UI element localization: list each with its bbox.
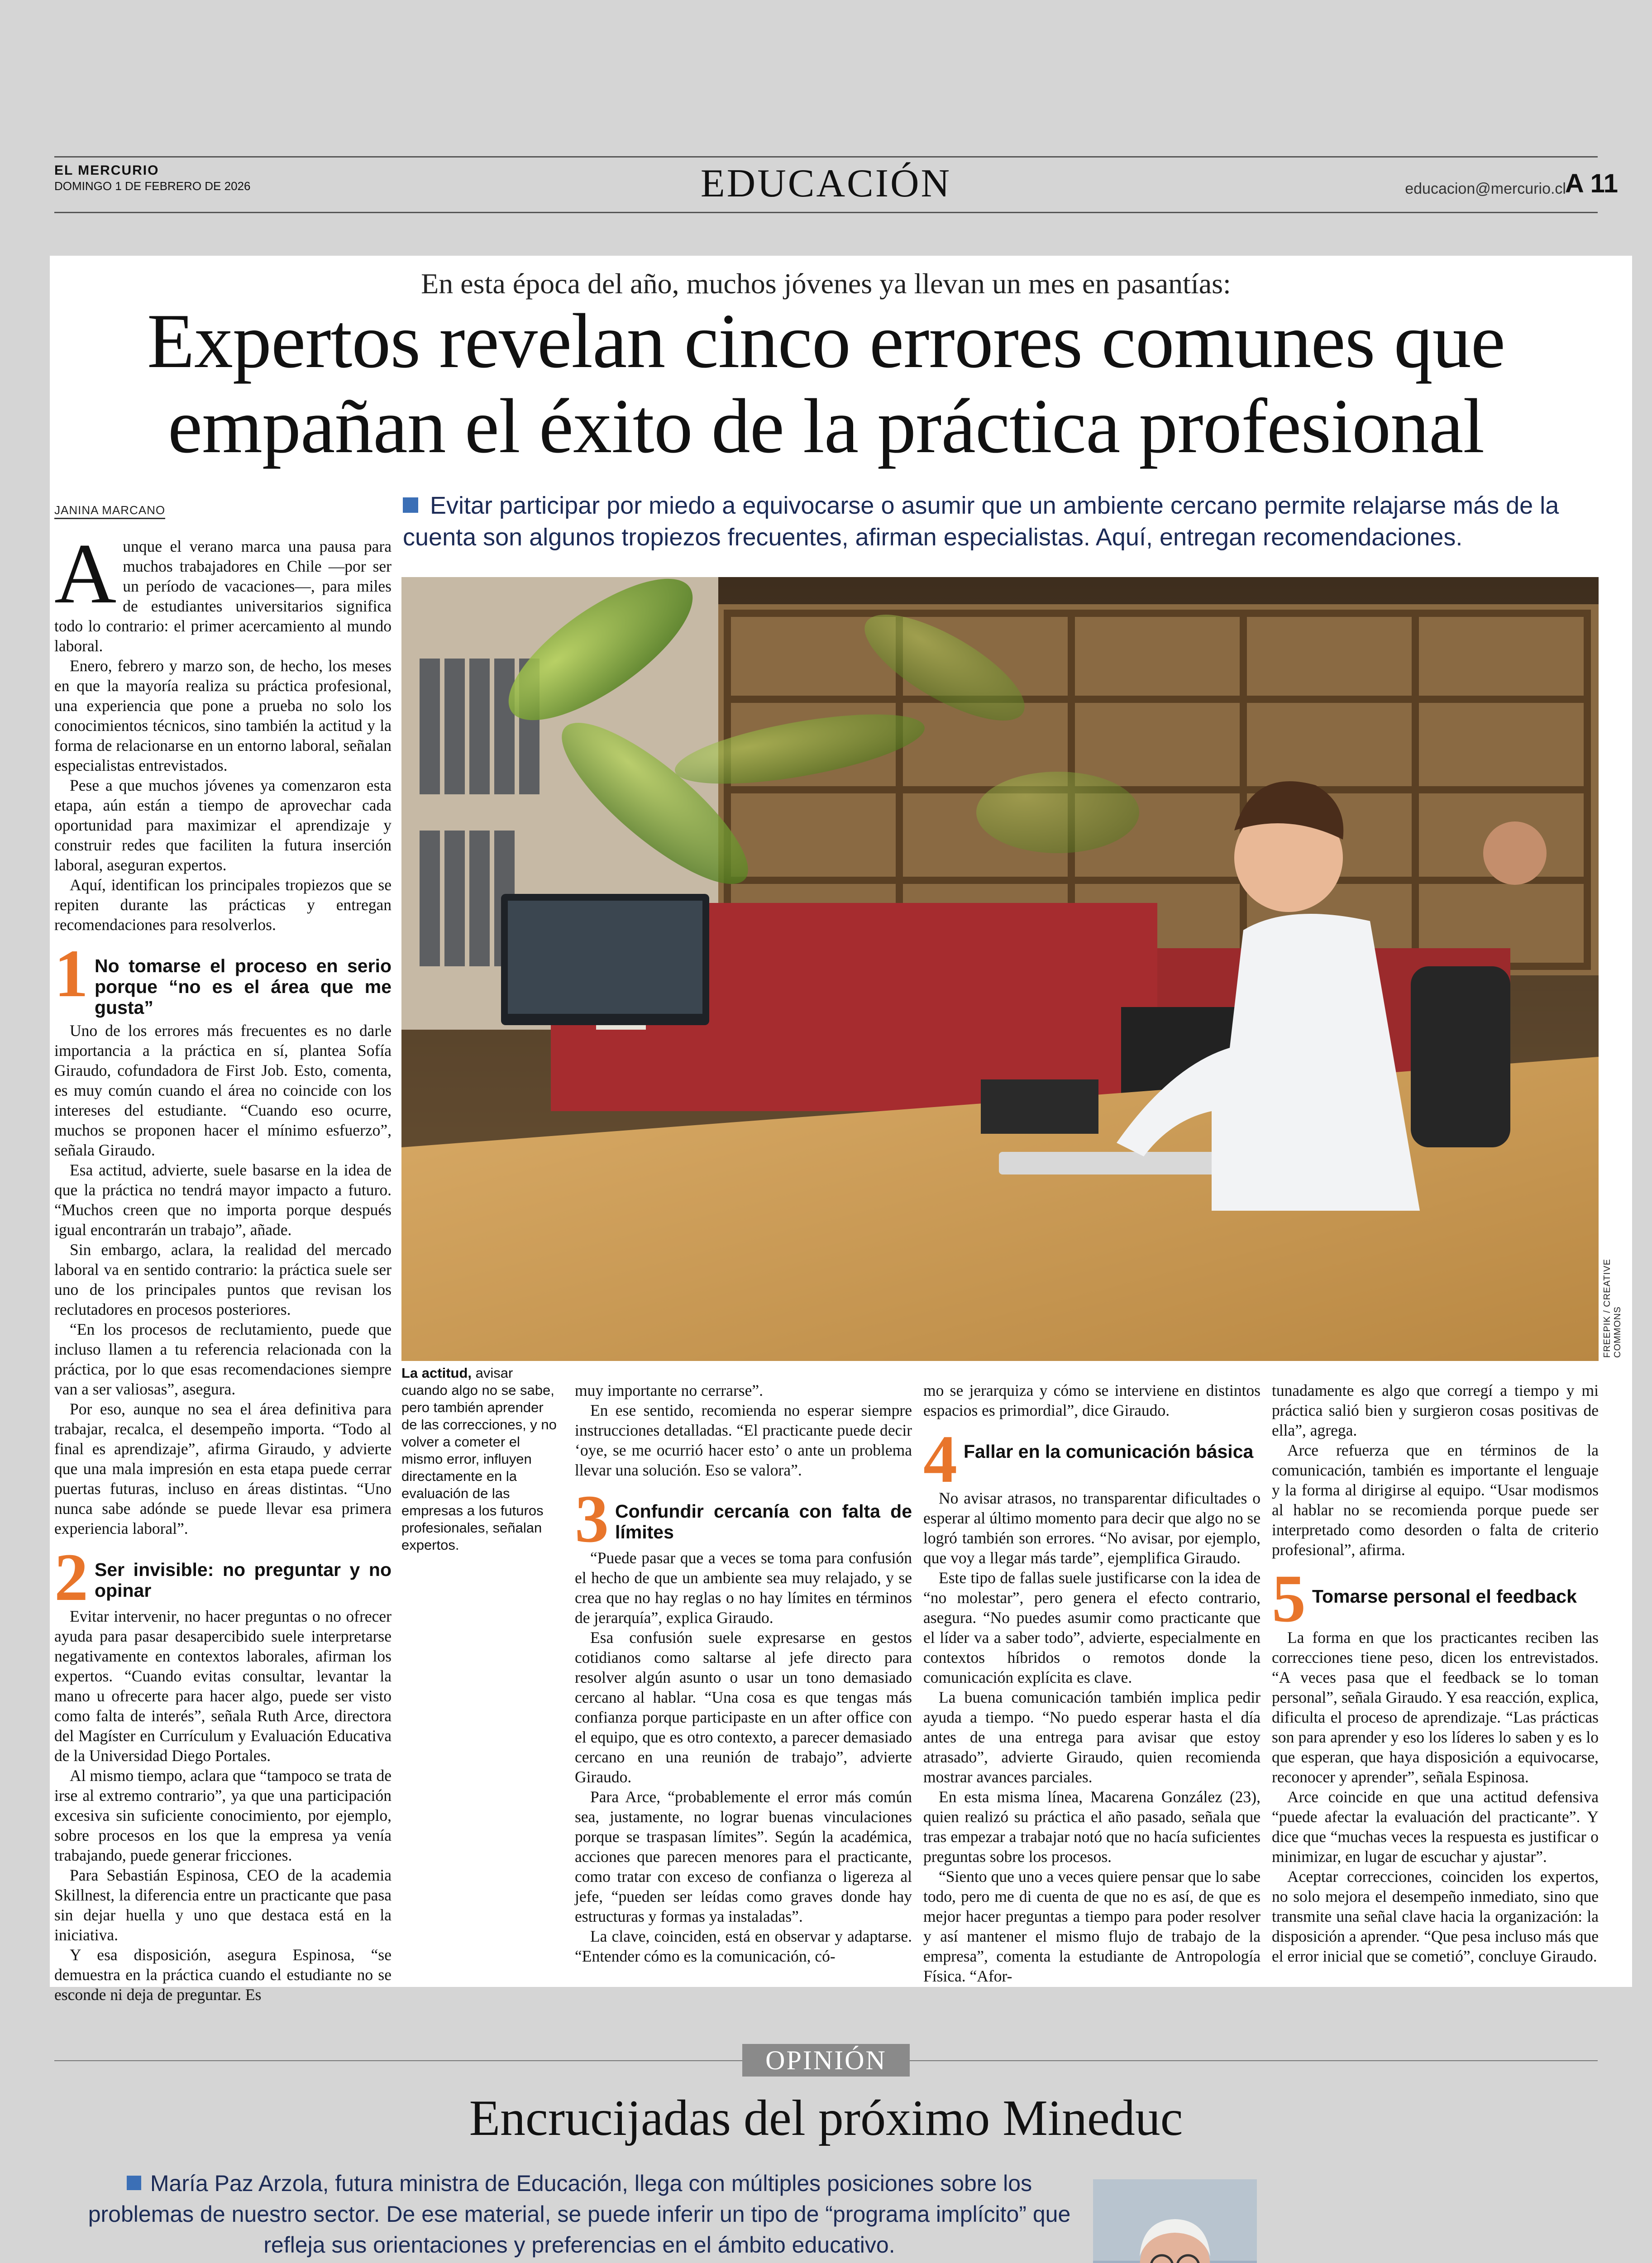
section-5-number: 5 — [1272, 1561, 1306, 1636]
section-4-paragraph: Este tipo de fallas suele justificarse con la idea de “no molestar”, pero genera el efecto contrario, asegura. “No puedes asumir como practicante que el líder va a saber todo”, advierte, especialmente en contextos híbridos o remotos donde la comunicación explícita es clave. — [923, 1569, 1260, 1686]
intro-paragraph-4: Aquí, identifican los principales tropiezos que se repiten durante las prácticas y entregan recomendaciones para resolverlos. — [54, 876, 392, 934]
section-3-paragraph: “Puede pasar que a veces se toma para confusión el hecho de que un ambiente sea muy relajado, y se crea que no hay reglas o no hay límites en términos de jerarquía”, explica Giraudo. — [575, 1549, 912, 1627]
section-2-paragraph: Al mismo tiempo, aclara que “tampoco se trata de irse al extremo contrario”, ya que una participación excesiva sin suficiente conocimiento, por ejemplo, sobre procesos en los que la empresa ya venía trabajando, puede generar fricciones. — [54, 1766, 392, 1864]
section-4-number: 4 — [923, 1422, 957, 1497]
caption-text: avisar cuando algo no se sabe, pero también aprender de las correcciones, y no volver a cometer el mismo error, influyen directamente en la evaluación de las empresas a los futuros profesionales, señalan expertos. — [401, 1365, 557, 1553]
author-portrait — [1093, 2179, 1257, 2263]
section-3-heading — [575, 1481, 912, 1556]
section-5-title: Tomarse personal el feedback — [1312, 1586, 1577, 1607]
bullet-square-icon — [127, 2176, 141, 2190]
column-2-paragraph: En ese sentido, recomienda no esperar siempre instrucciones detalladas. “El practicante puede decir ‘oye, se me ocurrió hacer esto’ o ante un problema llevar una solución. Eso se valora”. — [575, 1401, 912, 1479]
deck-text: Evitar participar por miedo a equivocarse o asumir que un ambiente cercano permite relajarse más de la cuenta son algunos tropiezos frecuentes, afirman especialistas. Aquí, entregan recomendaciones. — [403, 492, 1559, 551]
section-1-paragraph: “En los procesos de reclutamiento, puede que incluso llamen a tu referencia relacionada con la práctica, por lo que esas recomendaciones siempre van a ser valiosas”, asegura. — [54, 1320, 392, 1398]
issue-date: DOMINGO 1 DE FEBRERO DE 2026 — [54, 179, 251, 193]
section-title: EDUCACIÓN — [700, 162, 952, 205]
section-4-paragraph: “Siento que uno a veces quiere pensar que lo sabe todo, pero me di cuenta de que no es así, de que es mejor hacer preguntas a tiempo para poder resolver y así mantener el mismo flujo de trabajo de la empresa”, comenta la estudiante de Antropología Física. “Afor- — [923, 1867, 1260, 1985]
section-1-paragraph: Sin embargo, aclara, la realidad del mercado laboral va en sentido contrario: la práctica suele ser uno de los principales puntos que revisan los reclutadores en procesos posteriores. — [54, 1241, 392, 1318]
section-4-heading — [923, 1422, 1260, 1497]
headline-line-1: Expertos revelan cinco errores comunes que — [147, 298, 1505, 384]
section-email[interactable]: educacion@mercurio.cl — [1405, 180, 1566, 197]
section-2-paragraph: Evitar intervenir, no hacer preguntas o no ofrecer ayuda para pasar desapercibido suele interpretarse negativamente en contextos laborales, afirman los expertos. “Cuando evitas consultar, levantar la mano u ofrecerte para hacer algo, puede ser visto como falta de interés”, señala Ruth Arce, directora del Magíster en Currículum y Evaluación Educativa de la Universidad Diego Portales. — [54, 1607, 392, 1765]
intro-paragraph-3: Pese a que muchos jóvenes ya comenzaron esta etapa, aún están a tiempo de aprovechar cada oportunidad para maximizar el aprendizaje y construir redes que faciliten la futura inserción laboral, aseguran expertos. — [54, 776, 392, 874]
section-5-paragraph: Aceptar correcciones, coinciden los expertos, no solo mejora el desempeño inmediato, sino que transmite una señal clave hacia la organización: la disposición a aprender. “Que pesa incluso más que el error inicial que se cometió”, concluye Giraudo. — [1272, 1867, 1599, 1965]
opinion-label: OPINIÓN — [742, 2044, 910, 2077]
bullet-square-icon — [403, 497, 418, 513]
article-photo — [401, 577, 1599, 1361]
top-rule — [54, 156, 1598, 158]
section-2-heading — [54, 1540, 392, 1615]
paper-name: EL MERCURIO — [54, 163, 159, 178]
page-number: A 11 — [1565, 169, 1618, 198]
office-intern-illustration — [401, 577, 1599, 1361]
section-3-number: 3 — [575, 1481, 609, 1556]
caption-label: La actitud, — [401, 1365, 472, 1381]
section-4-paragraph: La buena comunicación también implica pedir ayuda a tiempo. “No puedo esperar hasta el día antes de una entrega para avisar que estoy atrasado”, advierte Giraudo, quien recomienda mostrar avances parciales. — [923, 1688, 1260, 1786]
section-1-heading — [54, 936, 392, 1018]
column-2-continuation: muy importante no cerrarse”. — [575, 1381, 763, 1399]
article-headline — [0, 299, 1652, 469]
section-2-paragraph: Para Sebastián Espinosa, CEO de la academia Skillnest, la diferencia entre un practicante que pasa sin dejar huella y uno que destaca está en la iniciativa. — [54, 1866, 392, 1944]
section-2-title: Ser invisible: no preguntar y no opinar — [95, 1559, 392, 1601]
header-rule — [54, 212, 1598, 213]
author-photo-illustration — [1093, 2179, 1257, 2263]
article-column-4 — [1272, 1380, 1599, 1978]
section-1-paragraph: Esa actitud, advierte, suele basarse en la idea de que la práctica no tendrá mayor impacto a futuro. “Muchos creen que no importa porque después igual encontrarán un trabajo”, añade. — [54, 1161, 392, 1239]
opinion-title: Encrucijadas del próximo Mineduc — [469, 2090, 1183, 2146]
section-3-paragraph: Para Arce, “probablemente el error más común sea, justamente, no lograr buenas vinculaciones porque se traspasan límites”. Según la académica, acciones que parecen menores para el practicante, como tratar con exceso de confianza o ligereza al jefe, “pueden ser leídas como graves donde hay estructuras y formas ya instaladas”. — [575, 1788, 912, 1925]
article-column-3 — [923, 1380, 1260, 1985]
photo-caption — [401, 1365, 560, 1554]
drop-cap: A — [54, 526, 117, 621]
section-1-number: 1 — [54, 936, 88, 1011]
article-kicker: En esta época del año, muchos jóvenes ya llevan un mes en pasantías: — [421, 267, 1231, 300]
intro-paragraph-2: Enero, febrero y marzo son, de hecho, los meses en que la mayoría realiza su práctica profesional, una experiencia que pone a prueba no solo los conocimientos técnicos, sino también la actitud y la forma de relacionarse en un entorno laboral, señalan especialistas entrevistados. — [54, 657, 392, 774]
column-4-continuation: tunadamente es algo que corregí a tiempo y mi práctica salió bien y surgieron cosas positivas de ella”, agrega. — [1272, 1381, 1599, 1439]
section-4-title: Fallar en la comunicación básica — [964, 1441, 1254, 1462]
section-2-number: 2 — [54, 1540, 88, 1615]
section-1-title: No tomarse el proceso en serio porque “no es el área que me gusta” — [95, 955, 392, 1018]
section-5-paragraph: La forma en que los practicantes reciben las correcciones tiene peso, dicen los entrevistados. “A veces pasa que el feedback se lo toman personal”, señala Giraudo. Y esa reacción, explica, dificulta el proceso de aprendizaje. “Las prácticas son para aprender y eso los líderes lo saben y es lo que esperan, que haya disposición a equivocarse, reconocer y aprender”, señala Espinosa. — [1272, 1628, 1599, 1786]
section-3-title: Confundir cercanía con falta de límites — [615, 1501, 912, 1542]
column-3-continuation: mo se jerarquiza y cómo se interviene en distintos espacios es primordial”, dice Giraudo. — [923, 1381, 1260, 1419]
section-2-paragraph: Y esa disposición, asegura Espinosa, “se demuestra en la práctica cuando el estudiante no se esconde ni deja de preguntar. Es — [54, 1946, 392, 2004]
section-4-paragraph: En esta misma línea, Macarena González (23), quien realizó su práctica el año pasado, señala que tras empezar a trabajar notó que no hacía suficientes preguntas sobre los procesos. — [923, 1788, 1260, 1866]
column-4-paragraph: Arce refuerza que en términos de la comunicación, también es importante el lenguaje y la forma al dirigirse al equipo. “Usar modismos al hablar no se recomienda porque puede ser interpretado como desorden o falta de criterio profesional”, afirma. — [1272, 1441, 1599, 1559]
opinion-deck — [81, 2168, 1077, 2260]
section-4-paragraph: No avisar atrasos, no transparentar dificultades o esperar al último momento para decir que algo no se logró también son errores. “No avisar, por ejemplo, que voy a llegar más tarde”, ejemplifica Giraudo. — [923, 1489, 1260, 1567]
section-1-paragraph: Por eso, aunque no sea el área definitiva para trabajar, recalca, el desempeño importa. “Todo al final es aprendizaje”, afirma Giraudo, y advierte que una mala impresión en esta etapa puede cerrar puertas futuras, incluso en áreas distintas. “Uno nunca sabe adónde se puede llevar esa primera experiencia laboral”. — [54, 1400, 392, 1537]
section-1-paragraph: Uno de los errores más frecuentes es no darle importancia a la práctica en sí, plantea Sofía Giraudo, cofundadora de First Job. Esto, comenta, es muy común cuando el área no coincide con los intereses del estudiante. “Cuando eso ocurre, muchos se proponen hacer el mínimo esfuerzo”, señala Giraudo. — [54, 1022, 392, 1159]
section-3-paragraph: Esa confusión suele expresarse en gestos cotidianos como saltarse al jefe directo para resolver algún asunto o usar un tono demasiado cercano al hablar. “Una cosa es que tengas más confianza porque participaste en un after office con el equipo, que es otro contexto, a parecer demasiado cercano en una reunión de trabajo”, advierte Giraudo. — [575, 1628, 912, 1786]
byline-name: JANINA MARCANO — [54, 503, 165, 519]
section-5-paragraph: Arce coincide en que una actitud defensiva “puede afectar la evaluación del practicante”. Y dice que “muchas veces la respuesta es justificar o minimizar, en lugar de escuchar y ajustar”. — [1272, 1788, 1599, 1866]
article-column-2 — [575, 1380, 912, 1978]
article-column-1 — [54, 526, 392, 2004]
article-deck — [403, 490, 1598, 553]
intro-paragraph-1: Aunque el verano marca una pausa para muchos trabajadores en Chile —por ser un período de vacaciones—, para miles de estudiantes universitarios significa todo lo contrario: el primer acercamiento al mundo laboral. — [54, 526, 392, 655]
headline-line-2: empañan el éxito de la práctica profesional — [167, 383, 1485, 469]
section-3-paragraph: La clave, coinciden, está en observar y adaptarse. “Entender cómo es la comunicación, có- — [575, 1927, 912, 1965]
photo-credit: FREEPIK / CREATIVE COMMONS — [1602, 1259, 1623, 1358]
article-byline — [54, 503, 165, 517]
opinion-deck-text: María Paz Arzola, futura ministra de Educación, llega con múltiples posiciones sobre los problemas de nuestro sector. De ese material, se puede inferir un tipo de “programa implícito” que refleja sus orientaciones y preferencias en el ámbito educativo. — [88, 2171, 1071, 2258]
section-5-heading — [1272, 1561, 1599, 1636]
